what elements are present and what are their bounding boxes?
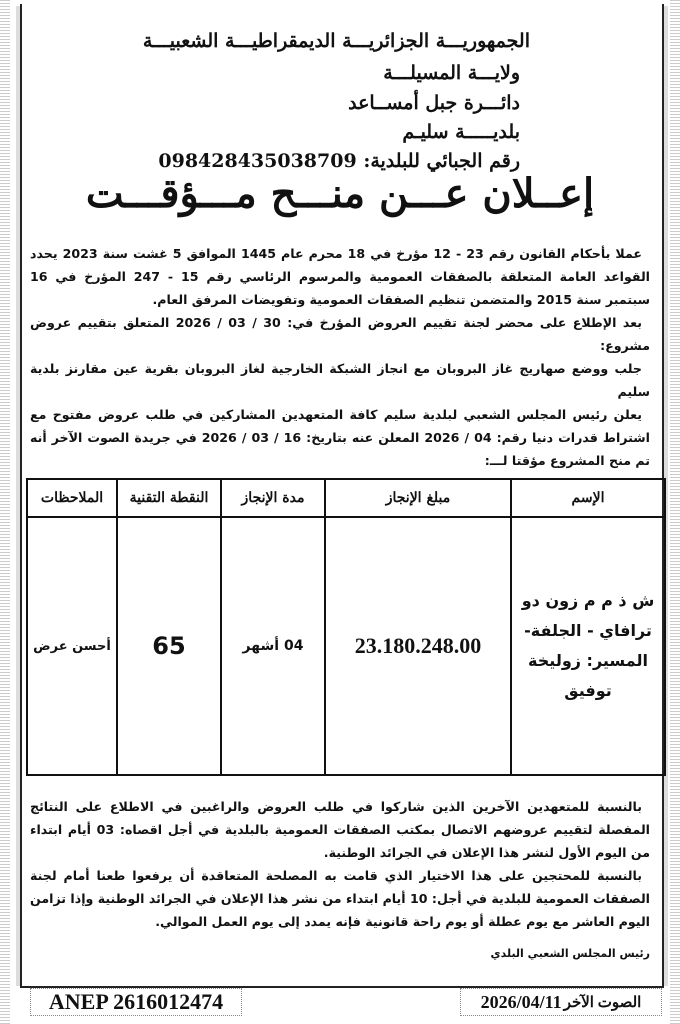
wilaya-heading: ولايـــة المسيلـــة xyxy=(383,62,520,84)
republic-heading: الجمهوريـــة الجزائريـــة الديمقراطيـــة الشعبيـــة xyxy=(142,30,530,52)
cell-notes: أحسن عرض xyxy=(27,517,117,775)
cell-amount: 23.180.248.00 xyxy=(325,517,511,775)
col-technical-score: النقطة التقنية xyxy=(117,479,221,517)
signature: رئيس المجلس الشعبي البلدي xyxy=(490,947,650,960)
notice-body xyxy=(30,242,650,472)
publication-stamp xyxy=(460,988,662,1016)
col-amount: مبلغ الإنجاز xyxy=(325,479,511,517)
table-row xyxy=(27,517,665,775)
daira-heading: دائـــرة جبل أمســاعد xyxy=(348,92,520,114)
cell-duration: 04 أشهر xyxy=(221,517,325,775)
tax-id-line xyxy=(158,150,520,172)
table-header-row xyxy=(27,479,665,517)
publication-date: 2026/04/11 xyxy=(480,991,562,1012)
tax-id-label: رقم الجبائي للبلدية: xyxy=(363,150,520,172)
tax-id: 098428435038709 xyxy=(158,150,357,172)
paragraph: بالنسبة للمتعهدين الآخرين الذين شاركوا في طلب العروض والراغبين في الاطلاع على النتائج المفصلة لتقييم عروضهم الاتصال بمكتب الصفقات العمومية بالبلدية في أجل اقصاه: 03 أيام ابتداء من اليوم الأول لنشر هذا الإعلان في الجرائد الوطنية. xyxy=(30,799,650,860)
newspaper-name: الصوت الآخر xyxy=(563,994,642,1011)
left-margin-texture xyxy=(0,0,10,1024)
commune-heading: بلديـــــة سليـم xyxy=(402,121,520,143)
col-duration: مدة الإنجاز xyxy=(221,479,325,517)
anep-reference: ANEP 2616012474 xyxy=(30,988,242,1016)
award-table xyxy=(26,478,666,776)
paragraph: يعلن رئيس المجلس الشعبي لبلدية سليم كافة المتعهدين المشاركين في طلب عروض مفتوح مع اشتراط قدرات دنيا رقم: 04 / 2026 المعلن عنه بتاريخ: 16 / 03 / 2026 في جريدة الصوت الآخر أنه تم منح المشروع مؤقتا لـــ: xyxy=(30,407,650,468)
paragraph: بعد الإطلاع على محضر لجنة تقييم العروض المؤرخ في: 30 / 03 / 2026 المتعلق بتقييم عروض مشروع: xyxy=(30,315,650,353)
paragraph: عملا بأحكام القانون رقم 23 - 12 مؤرخ في 18 محرم عام 1445 الموافق 5 غشت سنة 2023 يحدد القواعد العامة المتعلقة بالصفقات العمومية والمرسوم الرئاسي رقم 15 - 247 المؤرخ في 16 سبتمبر سنة 2015 والمتضمن تنظيم الصفقات العمومية وتفويضات المرفق العام. xyxy=(30,246,650,307)
paragraph: بالنسبة للمحتجين على هذا الاختيار الذي قامت به المصلحة المتعاقدة أن يرفعوا طعنا أمام لجنة الصفقات العمومية للبلدية في أجل: 10 أيام ابتداء من نشر هذا الإعلان في الجرائد الوطنية وإذا تزامن اليوم العاشر مع يوم عطلة أو يوم راحة قانونية فإنه يمدد إلى يوم العمل الموالي. xyxy=(30,868,650,929)
col-notes: الملاحظات xyxy=(27,479,117,517)
cell-name: ش ذ م م زون دو ترافاي - الجلفة- المسير: زوليخة توفيق xyxy=(511,517,665,775)
paragraph: جلب ووضع صهاريج غاز البروبان مع انجاز الشبكة الخارجية لغاز البروبان بقرية عين مقارنز بلدية سليم xyxy=(30,361,650,399)
notice-title: إعــلان عـــن منـــح مـــؤقـــت xyxy=(85,170,595,217)
cell-technical-score: 65 xyxy=(117,517,221,775)
col-name: الإسم xyxy=(511,479,665,517)
closing-body xyxy=(30,795,650,933)
right-margin-texture xyxy=(670,0,680,1024)
